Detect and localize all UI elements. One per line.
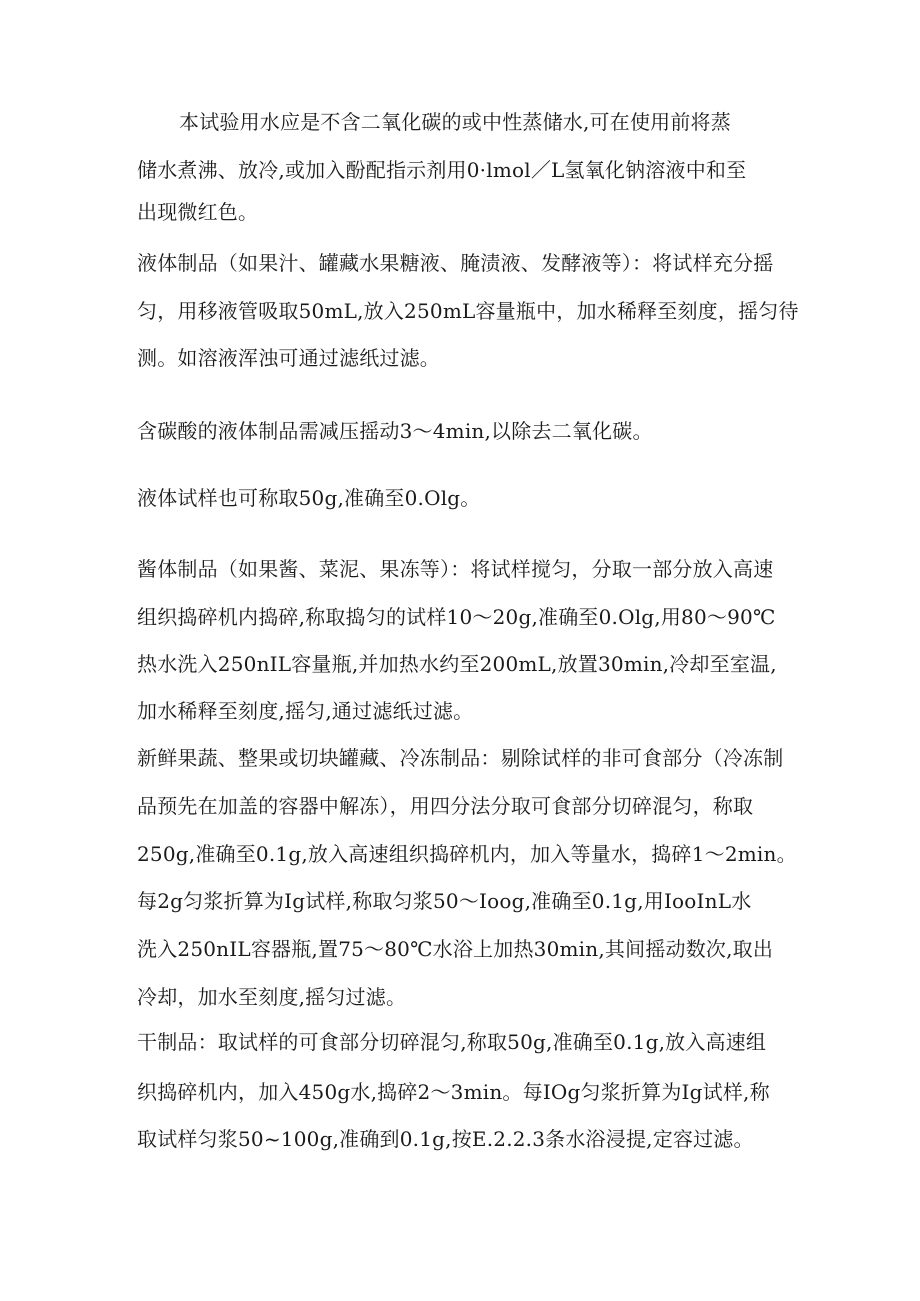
text-line: 250g,准确至0.1g,放入高速组织捣碎机内，加入等量水，捣碎1～2min。 xyxy=(137,842,797,866)
text-line: 新鲜果蔬、整果或切块罐藏、冷冻制品：剔除试样的非可食部分（冷冻制 xyxy=(137,746,784,770)
text-line: 加水稀释至刻度,摇匀,通过滤纸过滤。 xyxy=(137,699,474,723)
text-line: 取试样匀浆50~100g,准确到0.1g,按E.2.2.3条水浴浸提,定容过滤。 xyxy=(137,1127,754,1151)
text-line: 储水煮沸、放冷,或加入酚配指示剂用0·lmol／L氢氧化钠溶液中和至 xyxy=(137,158,747,182)
text-line: 品预先在加盖的容器中解冻），用四分法分取可食部分切碎混匀，称取 xyxy=(137,794,754,818)
text-line: 每2g匀浆折算为Ig试样,称取匀浆50～Ioog,准确至0.1g,用IooInL水 xyxy=(137,889,752,913)
text-line: 含碳酸的液体制品需减压摇动3～4min,以除去二氧化碳。 xyxy=(137,419,653,443)
text-line: 织捣碎机内，加入450g水,捣碎2～3min。每IOg匀浆折算为Ig试样,称 xyxy=(137,1080,770,1104)
text-line: 洗入250nIL容器瓶,置75～80℃水浴上加热30min,其间摇动数次,取出 xyxy=(137,937,774,961)
text-line: 冷却，加水至刻度,摇匀过滤。 xyxy=(137,985,407,1009)
text-line: 液体试样也可称取50g,准确至0.Olg。 xyxy=(137,486,481,510)
text-line: 液体制品（如果汁、罐藏水果糖液、腌渍液、发酵液等）：将试样充分摇 xyxy=(137,251,774,275)
text-line: 本试验用水应是不含二氧化碳的或中性蒸储水,可在使用前将蒸 xyxy=(179,110,731,134)
text-line: 匀，用移液管吸取50mL,放入250mL容量瓶中，加水稀释至刻度，摇匀待 xyxy=(137,299,799,323)
text-line: 组织捣碎机内捣碎,称取捣匀的试样10～20g,准确至0.Olg,用80～90℃ xyxy=(137,605,776,629)
text-line: 酱体制品（如果酱、菜泥、果冻等）：将试样搅匀，分取一部分放入高速 xyxy=(137,557,774,581)
text-line: 热水洗入250nIL容量瓶,并加热水约至200mL,放置30min,冷却至室温, xyxy=(137,652,777,676)
text-line: 出现微红色。 xyxy=(137,200,259,224)
text-line: 测。如溶液浑浊可通过滤纸过滤。 xyxy=(137,346,440,370)
text-line: 干制品：取试样的可食部分切碎混匀,称取50g,准确至0.1g,放入高速组 xyxy=(137,1030,767,1054)
